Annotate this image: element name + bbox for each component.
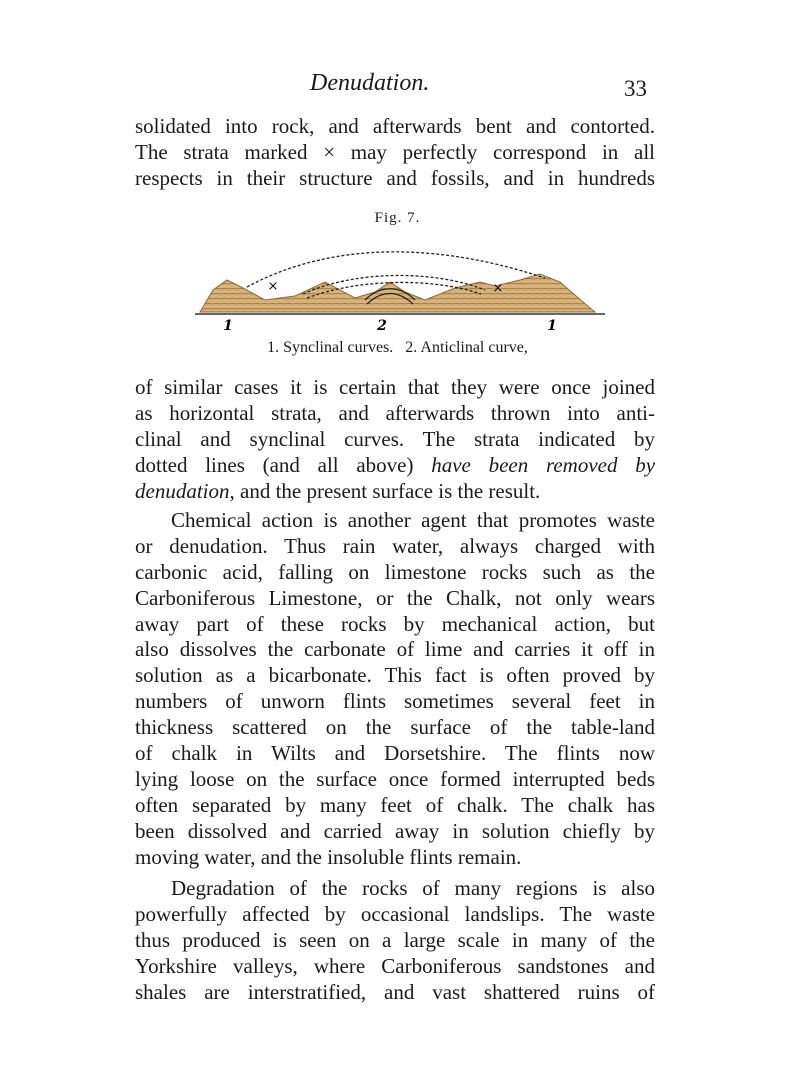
text-line: of chalk in Wilts and Dorsetshire. The flints now [135, 741, 655, 766]
text-line: Chemical action is another agent that promotes waste [171, 508, 655, 532]
text-line: moving water, and the insoluble flints remain. [135, 844, 522, 869]
figure-caption: 1. Synclinal curves. 2. Anticlinal curve, [267, 339, 528, 356]
text-line: solution as a bicarbonate. This fact is often proved by [135, 663, 655, 688]
paragraph-3 [135, 876, 655, 1005]
text-line: also dissolves the carbonate of lime and carries it off in [135, 637, 655, 662]
mark-x: × [267, 279, 279, 294]
mark-x: × [492, 281, 504, 296]
text-line [135, 453, 655, 479]
text-line: powerfully affected by occasional landslips. The waste [135, 901, 655, 926]
text-line: Carboniferous Limestone, or the Chalk, not only wears [135, 585, 655, 610]
text-line: lying loose on the surface once formed interrupted beds [135, 766, 655, 791]
text-line: often separated by many feet of chalk. The chalk has [135, 792, 655, 817]
paragraph-top [135, 114, 655, 192]
page-number: 33 [624, 76, 647, 101]
running-title: Denudation. [310, 70, 430, 96]
text-line: shales are interstratified, and vast shattered ruins of [135, 979, 655, 1004]
figure-label: Fig. 7. [374, 210, 421, 226]
text-line: Yorkshire valleys, where Carboniferous sandstones and [135, 953, 655, 978]
paragraph-1 [135, 375, 655, 504]
rock-strata [200, 274, 595, 312]
text-line: of similar cases it is certain that they were once joined [135, 375, 655, 399]
italic-span: have been removed by [431, 452, 656, 477]
text-line [135, 479, 655, 505]
text-span: , and the present surface is the result. [229, 478, 541, 503]
text-line: respects in their structure and fossils, and in hundreds [135, 165, 655, 190]
text-line: away part of these rocks by mechanical action, but [135, 611, 655, 636]
italic-span: denudation [135, 478, 230, 503]
fig-number: 2 [377, 318, 387, 334]
text-line: The strata marked × may perfectly correspond in all [135, 139, 655, 164]
text-line: numbers of unworn flints sometimes several feet in [135, 689, 655, 714]
text-line: thickness scattered on the surface of the table-land [135, 715, 655, 740]
running-header [0, 70, 795, 100]
text-line: or denudation. Thus rain water, always charged with [135, 533, 655, 558]
text-line: Degradation of the rocks of many regions is also [171, 876, 655, 900]
text-span: dotted lines (and all above) [135, 452, 432, 477]
fig-number: 1 [547, 318, 557, 334]
paragraph-2 [135, 508, 655, 870]
text-line: solidated into rock, and afterwards bent and contorted. [135, 114, 655, 138]
text-line: thus produced is seen on a large scale in many of the [135, 927, 655, 952]
fig-number: 1 [223, 318, 233, 334]
text-line: carbonic acid, falling on limestone rocks such as the [135, 559, 655, 584]
text-line: as horizontal strata, and afterwards thrown into anti- [135, 400, 655, 425]
text-line: been dissolved and carried away in solution chiefly by [135, 818, 655, 843]
text-line: clinal and synclinal curves. The strata indicated by [135, 426, 655, 451]
